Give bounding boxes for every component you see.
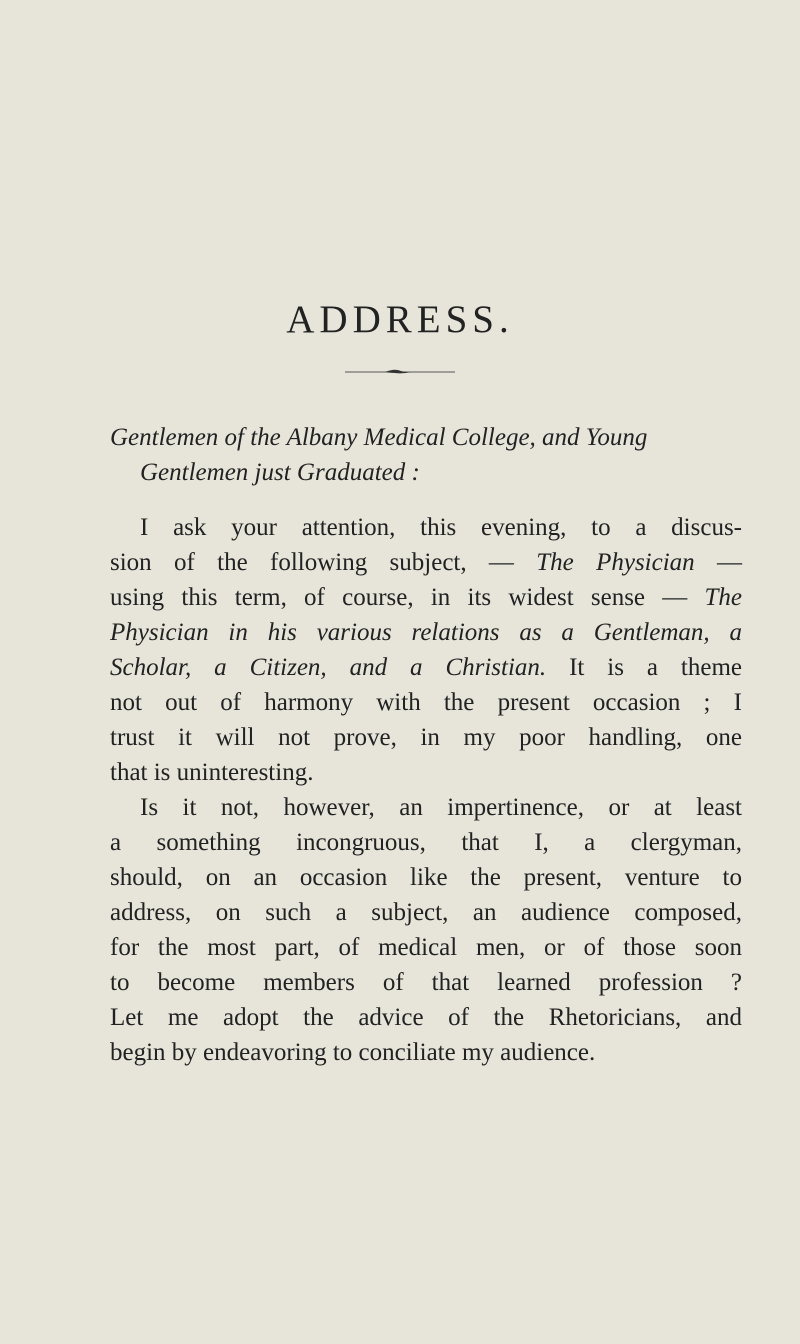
italic-run: The Physician xyxy=(536,549,695,576)
text-line: not out of harmony with the present occasion ; I xyxy=(110,689,742,716)
text-line: I ask your attention, this evening, to a discus- xyxy=(140,514,742,541)
text-run: sion of the following subject, — xyxy=(110,549,537,576)
text-run: — xyxy=(694,549,742,576)
text-line xyxy=(110,580,742,615)
italic-run: Scholar, a Citizen, and a Christian. xyxy=(110,654,547,681)
text-line: begin by endeavoring to conciliate my audience. xyxy=(110,1039,596,1066)
text-line: trust it will not prove, in my poor handling, one xyxy=(110,724,742,751)
text-line: address, on such a subject, an audience composed, xyxy=(110,899,742,926)
text-line: that is uninteresting. xyxy=(110,759,314,786)
body-text xyxy=(110,510,742,1070)
salutation-line-1: Gentlemen of the Albany Medical College, and Young xyxy=(110,424,648,451)
text-line: a something incongruous, that I, a clergyman, xyxy=(110,829,742,856)
text-line: to become members of that learned profession ? xyxy=(110,969,742,996)
text-line: should, on an occasion like the present, venture to xyxy=(110,864,742,891)
text-run: using this term, of course, in its widest sense — xyxy=(110,584,705,611)
text-line xyxy=(110,650,742,685)
salutation xyxy=(110,420,750,490)
text-line: Is it not, however, an impertinence, or at least xyxy=(140,794,742,821)
text-line: Let me adopt the advice of the Rhetoricians, and xyxy=(110,1004,742,1031)
divider-ornament xyxy=(345,367,455,377)
italic-run: The xyxy=(704,584,742,611)
page-heading: ADDRESS. xyxy=(286,298,514,341)
text-run: It is a theme xyxy=(546,654,742,681)
salutation-line-2: Gentlemen just Graduated : xyxy=(140,459,420,486)
text-line xyxy=(110,545,742,580)
text-line: for the most part, of medical men, or of those soon xyxy=(110,934,742,961)
text-line: Physician in his various relations as a Gentleman, a xyxy=(110,619,742,646)
